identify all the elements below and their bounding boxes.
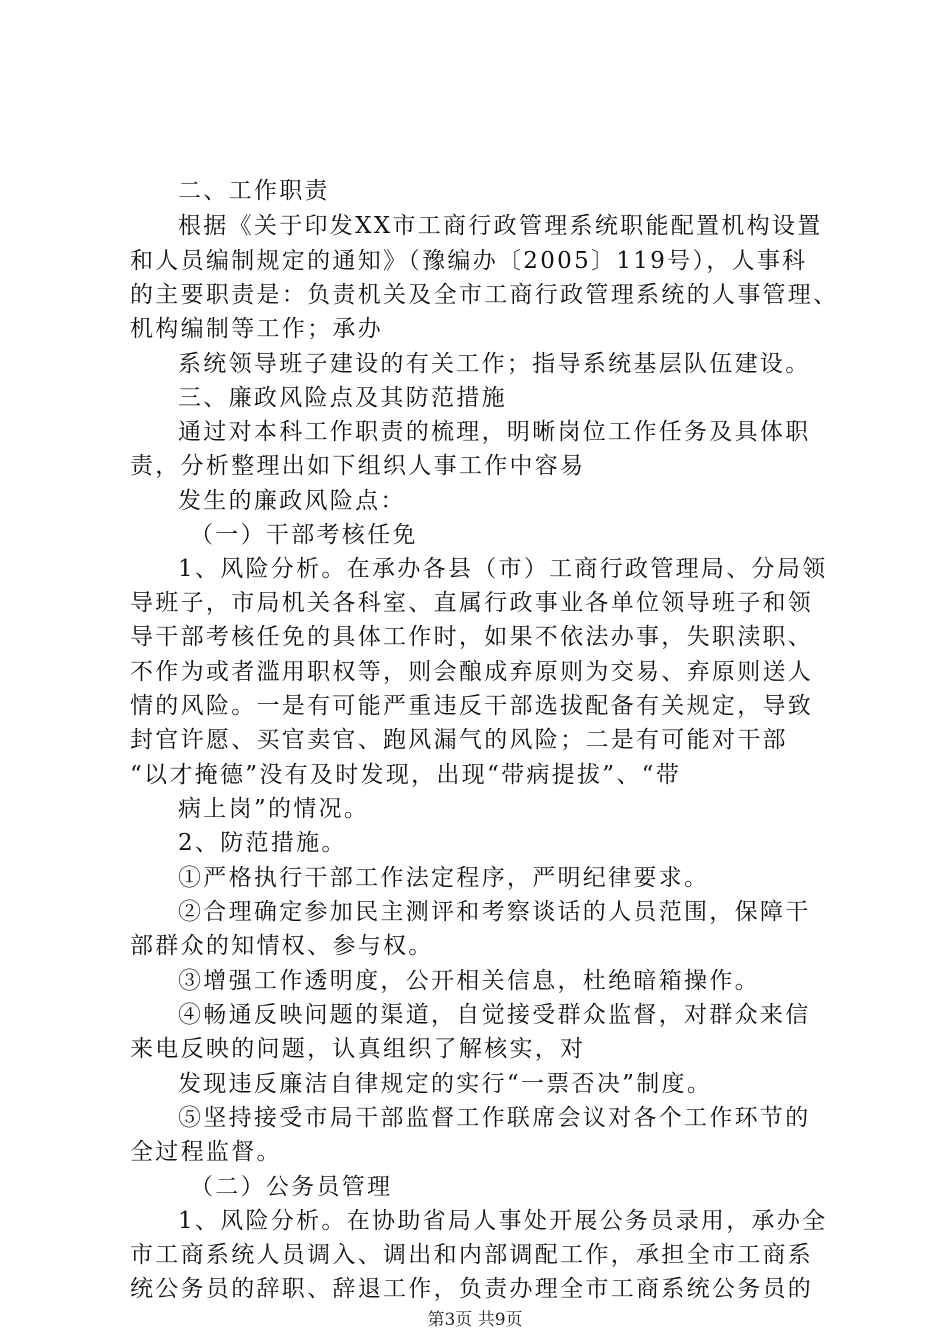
list-item: ②合理确定参加民主测评和考察谈话的人员范围，保障干	[178, 899, 811, 925]
paragraph-line: 责，分析整理出如下组织人事工作中容易	[130, 453, 586, 479]
paragraph-line: 发生的廉政风险点：	[178, 488, 406, 514]
section-heading: 三、廉政风险点及其防范措施	[178, 385, 507, 411]
paragraph-line: 不作为或者滥用职权等，则会酿成弃原则为交易、弃原则送人	[130, 659, 814, 685]
paragraph-line: 1、风险分析。在承办各县（市）工商行政管理局、分局领	[178, 556, 828, 582]
list-item: ④畅通反映问题的渠道，自觉接受群众监督，对群众来信	[178, 1002, 811, 1028]
paragraph-line: 病上岗”的情况。	[178, 796, 370, 822]
paragraph-line: 发现违反廉洁自律规定的实行“一票否决”制度。	[178, 1071, 713, 1097]
list-item: ①严格执行干部工作法定程序，严明纪律要求。	[178, 865, 710, 891]
subsection-heading: （二）公务员管理	[190, 1174, 393, 1200]
list-item: ⑤坚持接受市局干部监督工作联席会议对各个工作环节的	[178, 1105, 811, 1131]
paragraph-line: 导班子，市局机关各科室、直属行政事业各单位领导班子和领	[130, 590, 814, 616]
paragraph-line: 机构编制等工作；承办	[130, 316, 383, 342]
subsection-heading: 2、防范措施。	[178, 830, 347, 856]
paragraph-line: 市工商系统人员调入、调出和内部调配工作，承担全市工商系	[130, 1242, 814, 1268]
paragraph-line: 和人员编制规定的通知》（豫编办〔2005〕119号），人事科	[130, 248, 808, 274]
paragraph-line: 来电反映的问题，认真组织了解核实，对	[130, 1036, 586, 1062]
paragraph-line: 导干部考核任免的具体工作时，如果不依法办事，失职渎职、	[130, 624, 814, 650]
paragraph-line: 情的风险。一是有可能严重违反干部选拔配备有关规定，导致	[130, 693, 814, 719]
paragraph-line: 部群众的知情权、参与权。	[130, 933, 434, 959]
paragraph-line: 通过对本科工作职责的梳理，明晰岗位工作任务及具体职	[178, 419, 811, 445]
page-footer: 第3页 共9页	[427, 1310, 523, 1330]
subsection-heading: （一）干部考核任免	[190, 522, 418, 548]
list-item: ③增强工作透明度，公开相关信息，杜绝暗箱操作。	[178, 968, 760, 994]
paragraph-line: 根据《关于印发XX市工商行政管理系统职能配置机构设置	[178, 213, 823, 239]
section-heading: 二、工作职责	[178, 178, 330, 204]
paragraph-line: 系统领导班子建设的有关工作；指导系统基层队伍建设。	[178, 351, 811, 377]
paragraph-line: “以才掩德”没有及时发现，出现“带病提拔”、“带	[130, 762, 681, 788]
paragraph-line: 封官许愿、买官卖官、跑风漏气的风险；二是有可能对干部	[130, 727, 788, 753]
paragraph-line: 全过程监督。	[130, 1139, 282, 1165]
paragraph-line: 统公务员的辞职、辞退工作，负责办理全市工商系统公务员的	[130, 1276, 814, 1302]
paragraph-line: 1、风险分析。在协助省局人事处开展公务员录用，承办全	[178, 1208, 828, 1234]
paragraph-line: 的主要职责是：负责机关及全市工商行政管理系统的人事管理、	[130, 282, 839, 308]
